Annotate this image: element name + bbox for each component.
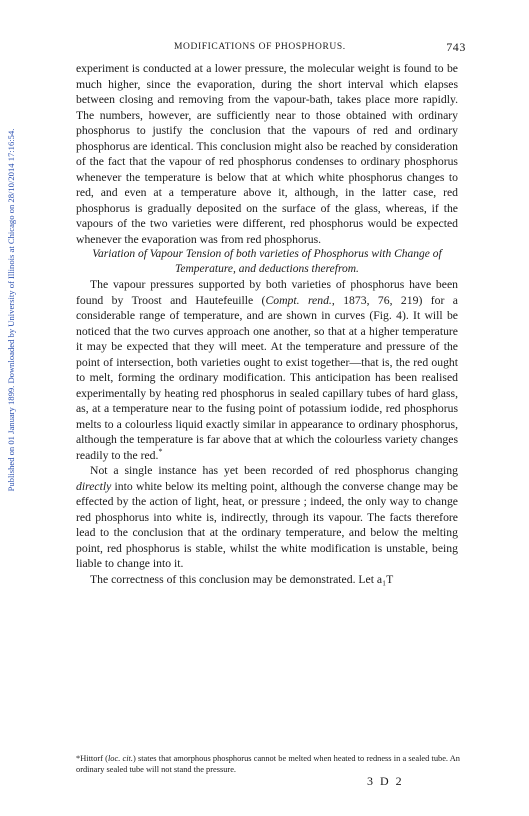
paragraph-3-text-a: Not a single instance has yet been recorded of red phosphorus changing xyxy=(90,464,458,477)
paragraph-1: experiment is conducted at a lower pressure, the molecular weight is found to be much higher, since the evaporation, during the short interval which elapses between closing and removing from the vapour-bath, takes place more rapidly. The numbers, however, are sufficiently near to those obtained with ordinary phosphorus to justify the conclusion that the vapours of red and ordinary phosphorus are identical. This conclusion might also be reached by consideration of the fact that the vapour of red phosphorus condenses to ordinary phosphorus whenever the temperature is below that at which white phosphorus changes to red, and even at a temperature above it, although, in the latter case, red phosphorus is gradually deposited on the surface of the glass, whereas, if the vapours of the two varieties were different, red phosphorus would be expected whenever the evaporation was from red phosphorus. xyxy=(76,62,458,246)
page-body xyxy=(76,61,458,587)
running-title: MODIFICATIONS OF PHOSPHORUS. xyxy=(174,42,346,52)
paragraph-3-text-b: into white below its melting point, although the converse change may be effected by the action of light, heat, or pressure ; indeed, the only way to change red phosphorus into white is, indirectly, through its vapour. The facts therefore lead to the conclusion that at the ordinary temperature, and below the melting point, red phosphorus is stable, whilst the white modification is unstable, being liable to change into it. xyxy=(76,479,458,570)
footnote xyxy=(76,753,460,775)
footnote-text-b: ) states that amorphous phosphorus cannot be melted when heated to redness in a sealed tube. An ordinary sealed tube will not stand the pressure. xyxy=(76,754,460,774)
section-heading: Variation of Vapour Tension of both varieties of Phosphorus with Change of Temperature, and deductions therefrom. xyxy=(92,248,442,275)
download-watermark xyxy=(4,70,18,550)
paragraph-4: The correctness of this conclusion may be demonstrated. Let a₁T xyxy=(90,572,394,586)
paragraph-2-text-a: The vapour pressures supported by both varieties of phosphorus have been found by Troost and Hautefeuille ( xyxy=(76,278,458,307)
footnote-text-a: *Hittorf ( xyxy=(76,754,108,763)
signature-mark: 3 D 2 xyxy=(367,774,404,788)
emphasis-directly: directly xyxy=(76,479,112,493)
watermark-text: Published on 01 January 1899. Downloaded by University of Illinois at Chicago on 28/10/2014 17:16:54. xyxy=(6,128,16,492)
footnote-marker: * xyxy=(158,446,163,456)
page-header xyxy=(82,42,466,56)
paragraph-2-text-b: , 1873, 76, 219) for a considerable range of temperature, and are shown in curves (Fig. 4). It will be noticed that the two curves approach one another, so that at a higher temperature it may be expected that they will meet. At the temperature and pressure of the point of intersection, both varieties ought to exist together—that is, the red ought to melt, forming the ordinary modification. This anticipation has been realised experimentally by heating red phosphorus in sealed capillary tubes of hard glass, as, at a temperature near to the fusing point of potassium iodide, red phosphorus melts to a colourless liquid exactly similar in appearance to ordinary phosphorus, although the temperature is far above that at which the colourless variety changes readily to the red. xyxy=(76,293,458,462)
journal-citation: Compt. rend. xyxy=(265,293,332,307)
paragraph-3 xyxy=(76,463,458,572)
footnote-citation: loc. cit. xyxy=(107,754,133,763)
paragraph-2 xyxy=(76,277,458,463)
page-number: 743 xyxy=(446,40,466,54)
